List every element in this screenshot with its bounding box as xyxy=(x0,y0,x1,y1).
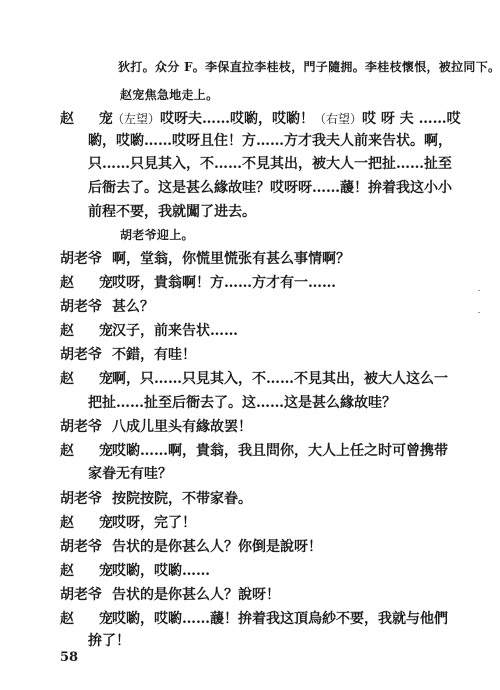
speaker-name: 赵 宠 xyxy=(60,563,123,579)
dialogue-line xyxy=(60,488,252,508)
dialogue-continuation: 后衙去了。这是甚么緣故哇？哎呀呀……蘐！拚着我这小小 xyxy=(88,180,452,196)
speaker-name: 胡老爷 xyxy=(60,539,102,555)
dialogue-continuation: 前程不要，我就闖了进去。 xyxy=(88,204,256,220)
line-text: 啊，只……只見其入，不……不見其出，被大人这么一 xyxy=(112,371,448,387)
stage-direction: 赵宠焦急地走上。 xyxy=(120,88,219,102)
line-text: 哎喲，哎喲……蘐！拚着我这頂烏紗不要，我就与他們 xyxy=(112,611,448,627)
speaker-name: 赵 宠 xyxy=(60,323,123,339)
speaker-name: 胡老爷 xyxy=(60,299,102,315)
line-text: 甚么？ xyxy=(112,299,154,315)
line-text: 哎呀，貴翁啊！方……方才有一…… xyxy=(112,275,336,291)
speaker-name: 胡老爷 xyxy=(60,587,102,603)
dialogue-line xyxy=(60,608,448,628)
line-text: 告状的是你甚么人？你倒是說呀！ xyxy=(112,539,322,555)
dialogue-line xyxy=(60,108,461,128)
stage-direction: 胡老爷迎上。 xyxy=(120,228,194,242)
stage-direction: 狄打。众分 F。李保直拉李桂枝，門子隨拥。李桂枝懷恨，被拉同下。 xyxy=(118,60,500,74)
scan-mark xyxy=(478,312,480,313)
line-text: 啊，堂翁，你慌里慌张有甚么事情啊？ xyxy=(112,251,350,267)
speaker-name: 胡老爷 xyxy=(60,251,102,267)
dialogue-line xyxy=(60,536,322,556)
dialogue-line xyxy=(60,296,154,316)
dialogue-continuation: 家眷无有哇？ xyxy=(88,466,172,482)
dialogue-continuation: 只……只見其入，不……不見其出，被大人一把扯……扯至 xyxy=(88,156,452,172)
dialogue-line xyxy=(60,344,196,364)
dialogue-continuation: 拚了！ xyxy=(88,633,130,649)
line-text: 汉子，前来告状…… xyxy=(112,323,238,339)
speaker-name: 赵 宠 xyxy=(60,275,123,291)
line-text: 八成儿里头有緣故罢！ xyxy=(112,419,252,435)
dialogue-line xyxy=(60,248,350,268)
line-text: 哎喲……啊，貴翁，我且問你，大人上任之时可曾携带 xyxy=(112,443,448,459)
speaker-name: 赵 宠 xyxy=(60,443,123,459)
speaker-name: 胡老爷 xyxy=(60,347,102,363)
line-text: 哎 呀 夫 ……哎 xyxy=(362,111,461,127)
line-text: 哎喲，哎喲…… xyxy=(112,563,210,579)
dialogue-continuation: 把扯……扯至后衙去了。这……这是甚么緣故哇？ xyxy=(88,395,396,411)
dialogue-line xyxy=(60,320,238,340)
dialogue-continuation: 喲，哎喲……哎呀且住！方……方才我夫人前来告状。啊， xyxy=(88,133,452,149)
speaker-name: 赵 宠 xyxy=(60,371,123,387)
dialogue-line xyxy=(60,512,196,532)
dialogue-line xyxy=(60,584,280,604)
dialogue-line xyxy=(60,272,336,292)
speaker-name: 赵 宠 xyxy=(60,611,123,627)
speaker-name: 赵 宠 xyxy=(60,515,123,531)
line-text: 告状的是你甚么人？說呀！ xyxy=(112,587,280,603)
scan-mark xyxy=(478,290,480,291)
line-text: 不錯，有哇！ xyxy=(112,347,196,363)
line-text: 哎呀夫……哎喲，哎喲！ xyxy=(160,111,315,127)
line-text: 按院按院，不带家眷。 xyxy=(112,491,252,507)
speaker-name: 胡老爷 xyxy=(60,419,102,435)
dialogue-line xyxy=(60,416,252,436)
line-text: 哎呀，完了！ xyxy=(112,515,196,531)
aside-note: （左望） xyxy=(112,112,161,126)
page-number: 58 xyxy=(60,650,79,665)
speaker-name: 赵 宠 xyxy=(60,111,123,127)
aside-note: （右望） xyxy=(314,112,363,126)
speaker-name: 胡老爷 xyxy=(60,491,102,507)
dialogue-line xyxy=(60,440,448,460)
dialogue-line xyxy=(60,368,448,388)
dialogue-line xyxy=(60,560,210,580)
